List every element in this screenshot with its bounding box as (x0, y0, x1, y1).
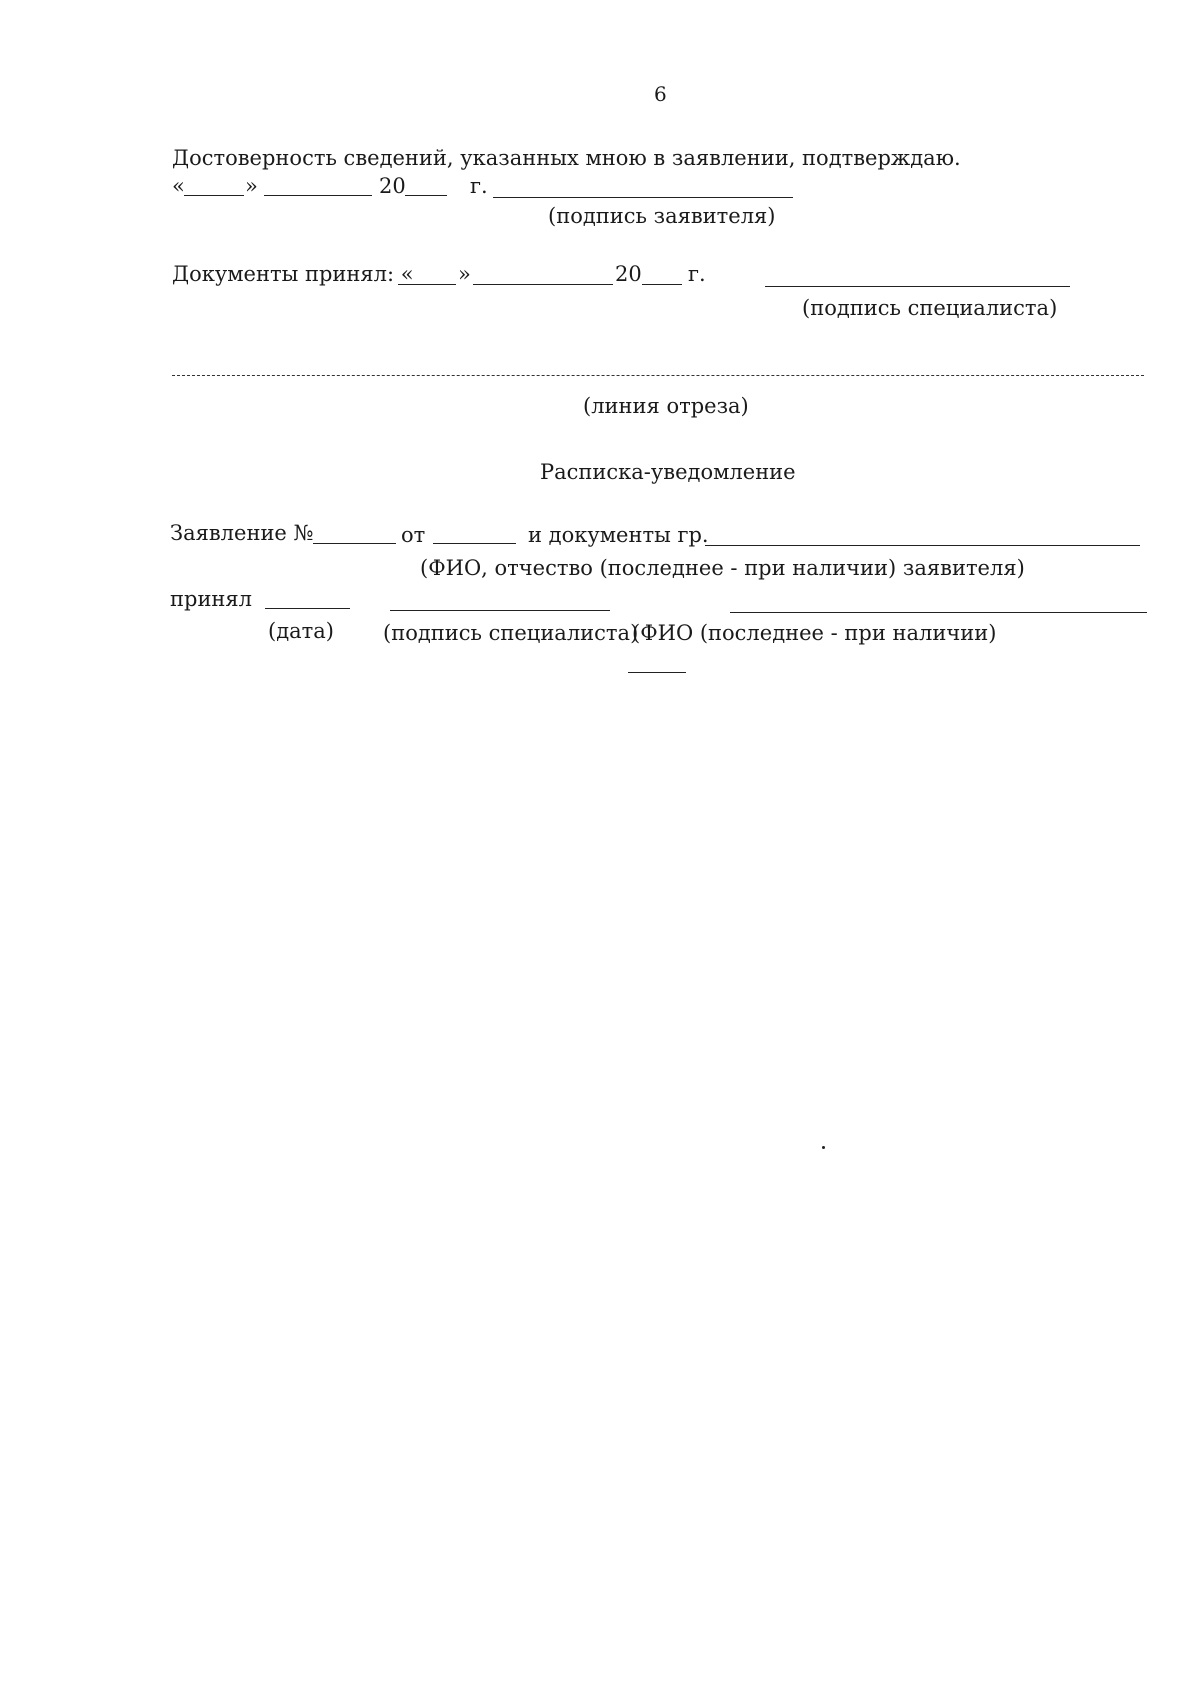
application-label: Заявление № (170, 521, 314, 545)
received-signature-blank[interactable] (390, 610, 610, 611)
scan-speck (822, 1146, 825, 1149)
page-number: 6 (654, 82, 667, 106)
cut-line-caption: (линия отреза) (583, 394, 749, 418)
cut-line (172, 375, 1144, 376)
application-date-blank[interactable] (433, 543, 516, 544)
applicant-signature-caption: (подпись заявителя) (548, 204, 776, 228)
accepted-month-blank[interactable] (473, 284, 613, 285)
received-date-blank[interactable] (265, 608, 350, 609)
confirmation-year-suffix: г. (470, 174, 488, 198)
receipt-title: Расписка-уведомление (540, 460, 796, 484)
confirmation-quote-open: « (172, 174, 185, 198)
specialist-signature-blank[interactable] (765, 286, 1070, 287)
accepted-day-blank[interactable] (398, 284, 456, 285)
received-date-caption: (дата) (268, 619, 334, 643)
documents-accepted-label: Документы принял: « (172, 262, 414, 286)
application-from-label: от (401, 523, 426, 547)
received-name-caption: (ФИО (последнее - при наличии) (632, 621, 997, 645)
confirmation-month-blank[interactable] (264, 195, 372, 196)
confirmation-statement: Достоверность сведений, указанных мною в заявлении, подтверждаю. (172, 146, 961, 170)
accepted-year-suffix: г. (688, 262, 706, 286)
received-name-blank[interactable] (730, 612, 1147, 613)
accepted-quote-close: » (458, 262, 471, 286)
accepted-year-blank[interactable] (642, 284, 682, 285)
confirmation-year-prefix: 20 (379, 174, 406, 198)
confirmation-day-blank[interactable] (184, 195, 244, 196)
applicant-name-blank[interactable] (705, 545, 1140, 546)
received-label: принял (170, 587, 253, 611)
applicant-signature-blank[interactable] (493, 197, 793, 198)
confirmation-quote-close: » (245, 174, 258, 198)
received-signature-caption: (подпись специалиста) (383, 621, 639, 645)
applicant-name-caption: (ФИО, отчество (последнее - при наличии) заявителя) (420, 556, 1025, 580)
end-rule (628, 672, 686, 673)
application-number-blank[interactable] (313, 543, 396, 544)
confirmation-year-blank[interactable] (405, 195, 447, 196)
documents-label: и документы гр. (528, 523, 709, 547)
accepted-year-prefix: 20 (615, 262, 642, 286)
specialist-signature-caption: (подпись специалиста) (802, 296, 1058, 320)
